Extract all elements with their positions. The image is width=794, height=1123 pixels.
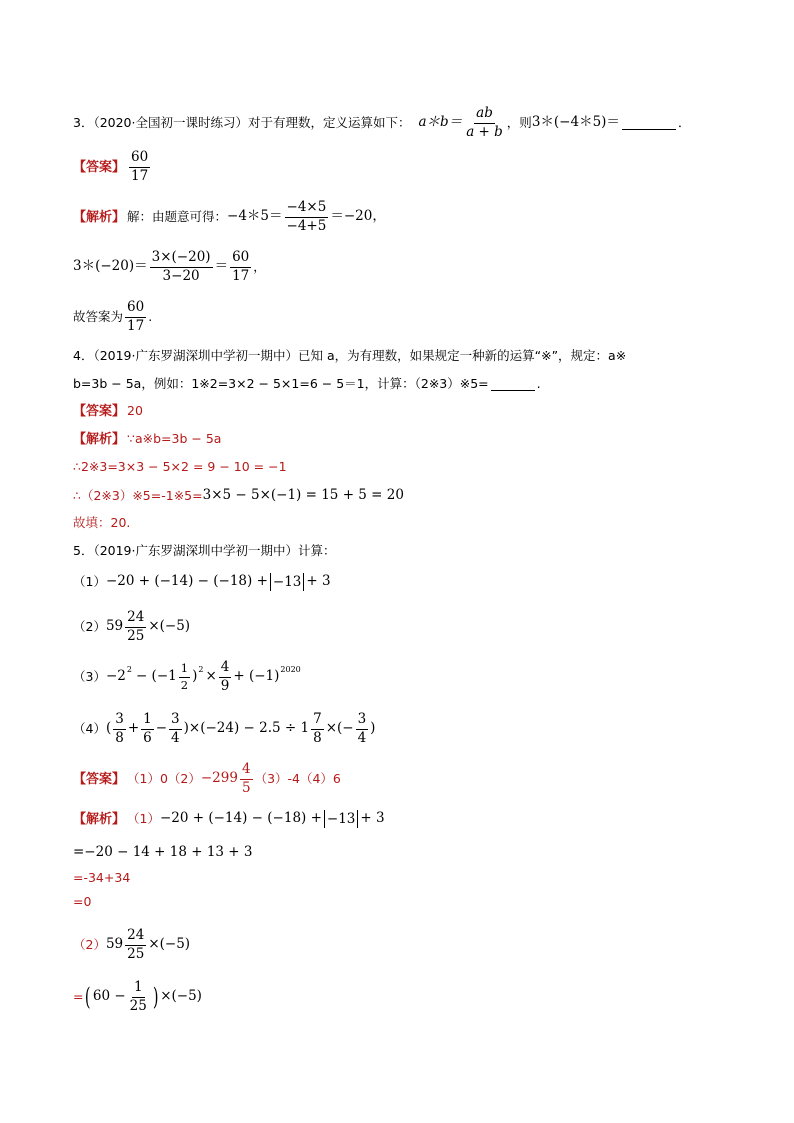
q5-analysis-part2-denominator: 25 <box>127 945 145 962</box>
q3-analysis-line2 <box>73 250 266 284</box>
q5-part4-minus: − <box>155 720 168 737</box>
q5-part3-times: × <box>205 668 217 685</box>
q3-stem-line <box>73 106 690 140</box>
q4-analysis-line3 <box>73 489 404 503</box>
q3-answer-numerator: 60 <box>129 150 150 168</box>
q5-part2-step-fraction <box>128 980 149 1014</box>
q5-part3-c: ) <box>192 668 198 685</box>
q3-conclusion-denominator: 17 <box>127 317 145 334</box>
q5-part3-e: + (−1) <box>233 668 280 685</box>
q5-answer-fraction <box>240 762 253 796</box>
q3-step2-result-denominator: 17 <box>232 267 250 284</box>
q5-answer-tag: 【答案】 <box>73 771 126 787</box>
q4-analysis-step2a: ∴（2※3）※5=-1※5= <box>73 487 203 503</box>
q3-definition-fraction <box>464 106 505 140</box>
q4-answer-line <box>73 405 143 418</box>
q4-stem-line2: b=3b − 5a，例如：1※2=3×2 − 5×1=6 − 5＝1，计算：（2※3）※5= <box>73 376 489 392</box>
q3-conclusion: 故答案为 <box>73 308 124 324</box>
q3-step1-numerator: −4×5 <box>285 200 329 218</box>
q3-step2-lhs: 3＊(−20)＝ <box>73 258 148 275</box>
q5-part2-step-denominator: 25 <box>129 997 147 1014</box>
q3-analysis-tag: 【解析】 <box>73 209 126 225</box>
q5-analysis-part2-step <box>73 980 202 1014</box>
q3-expression: 3＊(−4＊5)＝ <box>531 114 620 131</box>
q5-part4-mid: )×(−24) − 2.5 ÷ 1 <box>183 720 310 737</box>
q5-step3: =0 <box>73 894 92 909</box>
q5-part4-f4-denominator: 8 <box>313 729 322 746</box>
q3-answer-denominator: 17 <box>131 167 149 184</box>
q5-part3-exp3: 2020 <box>280 665 301 675</box>
q5-part1-expr-a: −20 + (−14) − (−18) + <box>105 573 268 590</box>
q5-answer-denominator: 5 <box>241 779 251 796</box>
q5-part2-step-rest: ×(−5) <box>160 988 202 1005</box>
q5-part2-step-a: 60 − <box>92 988 126 1005</box>
q5-analysis-tag: 【解析】 <box>73 811 126 827</box>
q5-part4-fraction5 <box>356 712 369 746</box>
q5-answer-a: （1）0（2） <box>127 770 201 786</box>
q5-analysis-label: （1） <box>127 810 160 826</box>
q5-answer-numerator: 4 <box>240 762 253 780</box>
q3-conclusion-end: . <box>148 308 153 324</box>
q5-part4-f1-denominator: 8 <box>115 729 124 746</box>
q5-part2-fraction <box>125 610 146 644</box>
q5-part4-f3-numerator: 3 <box>169 712 182 730</box>
q3-step2-result-numerator: 60 <box>230 250 251 268</box>
q5-answer-line <box>73 762 341 796</box>
q5-part4-plus: + <box>127 720 140 737</box>
q3-step1-lhs: −4＊5＝ <box>227 208 283 225</box>
q5-part3 <box>73 660 301 694</box>
q5-part2-label: （2） <box>73 618 106 634</box>
q3-mid: ，则 <box>506 114 532 130</box>
q3-step1-denominator: −4+5 <box>286 217 327 234</box>
q5-part1 <box>73 573 331 591</box>
q5-part2-step-open-paren: ( <box>85 983 91 1012</box>
q5-analysis-expr-b: + 3 <box>360 810 385 827</box>
q4-line1 <box>73 350 626 363</box>
q3-step2-equals: ＝ <box>214 258 229 275</box>
q4-analysis-line1 <box>73 433 221 446</box>
q5-part4-f4-numerator: 7 <box>311 712 324 730</box>
q3-answer-fraction <box>129 150 150 184</box>
q3-conclusion-numerator: 60 <box>125 300 146 318</box>
q5-part3-f2-numerator: 4 <box>219 660 232 678</box>
q5-stem-line <box>73 545 336 558</box>
q5-part2-whole: 59 <box>105 618 124 635</box>
q3-step2-denominator: 3−20 <box>162 267 200 284</box>
q3-step2-result-fraction <box>230 250 251 284</box>
q4-answer-blank <box>491 378 535 391</box>
q5-analysis-part2-fraction <box>125 928 146 962</box>
q5-part4-fraction3 <box>169 712 182 746</box>
q3-step2-end: ， <box>253 258 266 274</box>
q5-part2-rest: ×(−5) <box>148 618 191 635</box>
q4-answer-tag: 【答案】 <box>73 404 126 419</box>
q4-answer: 20 <box>127 403 143 419</box>
q5-part3-fraction1 <box>179 662 190 691</box>
q3-def-denominator: a + b <box>466 123 503 140</box>
q3-answer-line <box>73 150 152 184</box>
q4-fill: 故填：20. <box>73 515 131 530</box>
q5-part4-open: ( <box>105 720 112 737</box>
q5-part4-f5-numerator: 3 <box>356 712 369 730</box>
q5-part4-fraction1 <box>113 712 126 746</box>
q5-analysis-expr-a: −20 + (−14) − (−18) + <box>159 810 322 827</box>
q5-part1-absolute: −13 <box>270 573 305 591</box>
q5-part2-denominator: 25 <box>127 627 145 644</box>
q5-part3-f1-numerator: 1 <box>179 662 190 677</box>
q4-analysis-step2b: 3×5 − 5×(−1) = 15 + 5 = 20 <box>202 487 404 503</box>
q5-part3-f1-denominator: 2 <box>180 677 189 692</box>
q5-answer-b: （3）-4（4）6 <box>254 770 341 786</box>
q5-part4-f3-denominator: 4 <box>171 729 180 746</box>
q5-part4-f5-denominator: 4 <box>357 729 367 746</box>
q5-step2: =-34+34 <box>73 870 131 885</box>
q5-analysis-part2-rest: ×(−5) <box>148 936 191 953</box>
q3-def-numerator: ab <box>474 106 495 124</box>
q3-step2-fraction <box>150 250 213 284</box>
q5-analysis-step2 <box>73 872 130 885</box>
q5-part1-expr-b: + 3 <box>306 573 331 590</box>
q5-part4-fraction4 <box>311 712 324 746</box>
q5-part4-f2-numerator: 1 <box>141 712 154 730</box>
q5-part4-close: ) <box>370 720 376 737</box>
q5-part2-step-equals: = <box>73 988 84 1004</box>
q4-stem-end: . <box>536 376 541 392</box>
q3-stem: 3．（2020·全国初一课时练习）对于有理数，定义运算如下： <box>73 114 411 130</box>
q5-part3-exp1: 2 <box>126 665 132 675</box>
q5-analysis-step3 <box>73 896 91 909</box>
q5-part3-fraction2 <box>219 660 232 694</box>
q5-part4-label: （4） <box>73 720 106 736</box>
q3-lhs: a＊b＝ <box>418 114 463 131</box>
q3-analysis-line1 <box>73 200 386 234</box>
q3-end: ． <box>677 114 691 130</box>
q5-analysis-step1 <box>73 846 253 860</box>
q5-analysis-part2-numerator: 24 <box>125 928 146 946</box>
q5-part3-label: （3） <box>73 668 106 684</box>
q3-analysis-text: 解：由题意可得： <box>127 208 228 224</box>
q5-part2-step-numerator: 1 <box>132 980 145 998</box>
q4-fill-line <box>73 517 130 530</box>
q4-analysis-step1: ∴2※3=3×3 − 5×2 = 9 − 10 = −1 <box>73 459 287 474</box>
q5-analysis-part2-whole: 59 <box>105 936 124 953</box>
q5-part3-b: − (−1 <box>135 668 177 685</box>
q3-step2-numerator: 3×(−20) <box>150 250 213 268</box>
q3-answer-tag: 【答案】 <box>73 159 126 175</box>
q5-part4-f1-numerator: 3 <box>113 712 126 730</box>
q5-part1-label: （1） <box>73 573 106 589</box>
q5-analysis-part2 <box>73 928 190 962</box>
q3-step1-fraction <box>285 200 329 234</box>
q5-part2 <box>73 610 190 644</box>
q3-conclusion-fraction <box>125 300 146 334</box>
q4-line2 <box>73 378 541 391</box>
q5-step1: =−20 − 14 + 18 + 13 + 3 <box>73 844 253 860</box>
q5-part2-numerator: 24 <box>125 610 146 628</box>
q3-conclusion-line <box>73 300 152 334</box>
q5-analysis-absolute: −13 <box>324 810 359 828</box>
q4-analysis-tag: 【解析】 <box>73 432 126 447</box>
q3-answer-blank <box>622 117 676 130</box>
q5-part3-exp2: 2 <box>198 665 204 675</box>
q5-part3-a: −2 <box>105 668 126 685</box>
q5-stem: 5．（2019·广东罗湖深圳中学初一期中）计算： <box>73 543 336 558</box>
q5-analysis-part2-label: （2） <box>73 936 106 952</box>
q4-analysis-line2 <box>73 461 287 474</box>
q5-analysis-line1 <box>73 810 385 828</box>
q5-answer-whole: −299 <box>200 770 238 787</box>
q5-part4-tail: ×(− <box>325 720 354 737</box>
q5-part4-fraction2 <box>141 712 154 746</box>
q5-part4-f2-denominator: 6 <box>143 729 152 746</box>
q5-part2-step-close-paren: ) <box>152 983 159 1012</box>
q4-stem-line1: 4．（2019·广东罗湖深圳中学初一期中）已知 a，为有理数，如果规定一种新的运算“※”，规定：a※ <box>73 348 627 363</box>
q5-part3-f2-denominator: 9 <box>220 677 230 694</box>
q4-analysis-premise: ∵a※b=3b − 5a <box>127 431 222 447</box>
q5-part4 <box>73 712 375 746</box>
q3-step1-rhs: ＝−20， <box>330 208 386 225</box>
